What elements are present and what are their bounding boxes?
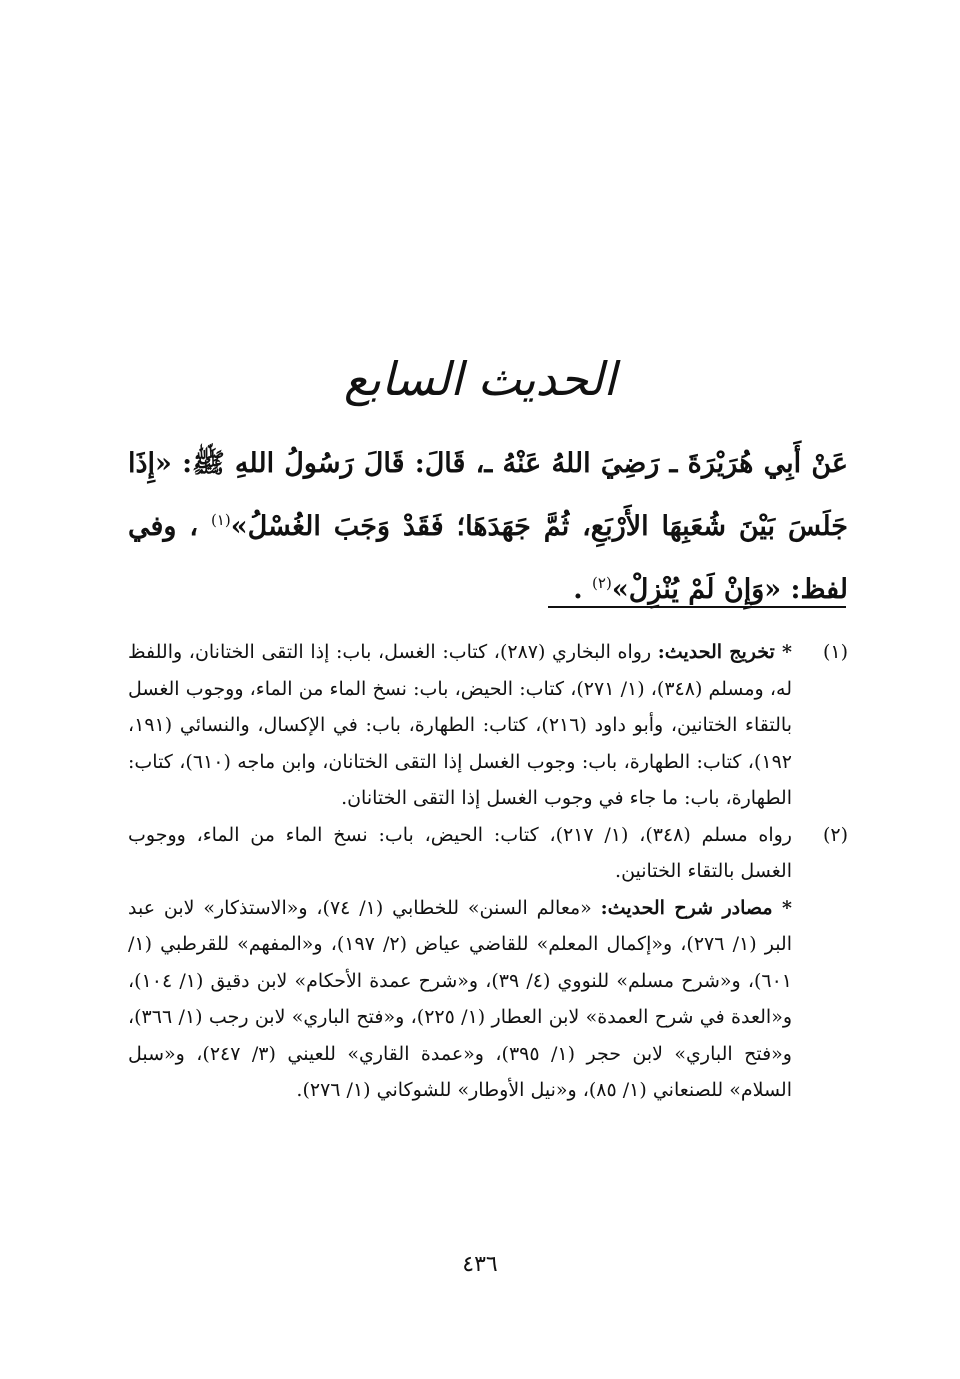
hadith-variant-text: ، وفي لفظ: «وَإِنْ لَمْ يُنْزِلْ»	[128, 511, 848, 605]
hadith-text	[128, 436, 848, 618]
star-marker: *	[772, 896, 792, 919]
sources-text: «معالم السنن» للخطابي (١/ ٧٤)، و«الاستذكار» لابن عبد البر (١/ ٢٧٦)، و«إكمال المعلم» للقاضي عياض (٢/ ١٩٧)، و«المفهم» للقرطبي (١/ ٦٠١)، و«شرح مسلم» للنووي (٤/ ٣٩)، و«شرح عمدة الأحكام» لابن دقيق (١/ ١٠٤)، و«العدة في شرح العمدة» لابن العطار (١/ ٢٢٥)، و«فتح الباري» لابن رجب (١/ ٣٦٦)، و«فتح الباري» لابن حجر (١/ ٣٩٥)، و«عمدة القاري» للعيني (٣/ ٢٤٧)، و«سبل السلام» للصنعاني (١/ ٨٥)، و«نيل الأوطار» للشوكاني (١/ ٢٧٦).	[128, 896, 793, 1101]
hadith-main-text: عَنْ أَبِي هُرَيْرَةَ ـ رَضِيَ اللهُ عَنْهُ ـ، قَالَ: قَالَ رَسُولُ اللهِ ﷺ: «إِذَا جَلَسَ بَيْنَ شُعَبِهَا الأَرْبَعِ، ثُمَّ جَهَدَهَا؛ فَقَدْ وَجَبَ الغُسْلُ»	[128, 448, 848, 542]
footnote-2	[128, 817, 848, 1109]
footnote-ref-1: (١)	[210, 511, 231, 529]
footnote-ref-2: (٢)	[592, 574, 612, 592]
star-marker: *	[774, 641, 792, 663]
sources-label: مصادر شرح الحديث:	[600, 896, 773, 919]
footnote-text: رواه مسلم (٣٤٨)، (١/ ٢١٧)، كتاب: الحيض، باب: نسخ الماء من الماء، ووجوب الغسل بالتقاء الختانين.	[128, 823, 792, 882]
footnotes	[128, 634, 848, 1109]
sources-paragraph	[128, 890, 792, 1109]
footnote-label: تخريج الحديث:	[657, 641, 775, 663]
footnote-number: (٢)	[822, 823, 848, 846]
chapter-title: الحديث السابع	[343, 351, 617, 406]
footnote-body	[128, 634, 792, 817]
hadith-end: .	[573, 574, 583, 605]
footnote-body	[128, 817, 792, 1109]
footnote-text: رواه البخاري (٢٨٧)، كتاب: الغسل، باب: إذا التقى الختانان، واللفظ له، ومسلم (٣٤٨)، (١/ ٢٧١)، كتاب: الحيض، باب: نسخ الماء من الماء، ووجوب الغسل بالتقاء الختانين، وأبو داود (٢١٦)، كتاب: الطهارة، باب: في الإكسال، والنسائي (١٩١، ١٩٢)، كتاب: الطهارة، باب: وجوب الغسل إذا التقى الختانان، وابن ماجه (٦١٠)، كتاب: الطهارة، باب: ما جاء في وجوب الغسل إذا التقى الختانان.	[128, 641, 792, 809]
footnote-separator	[548, 606, 846, 608]
footnote-1	[128, 634, 848, 817]
page-number: ٤٣٦	[462, 1252, 498, 1277]
footnote-number: (١)	[822, 641, 848, 663]
